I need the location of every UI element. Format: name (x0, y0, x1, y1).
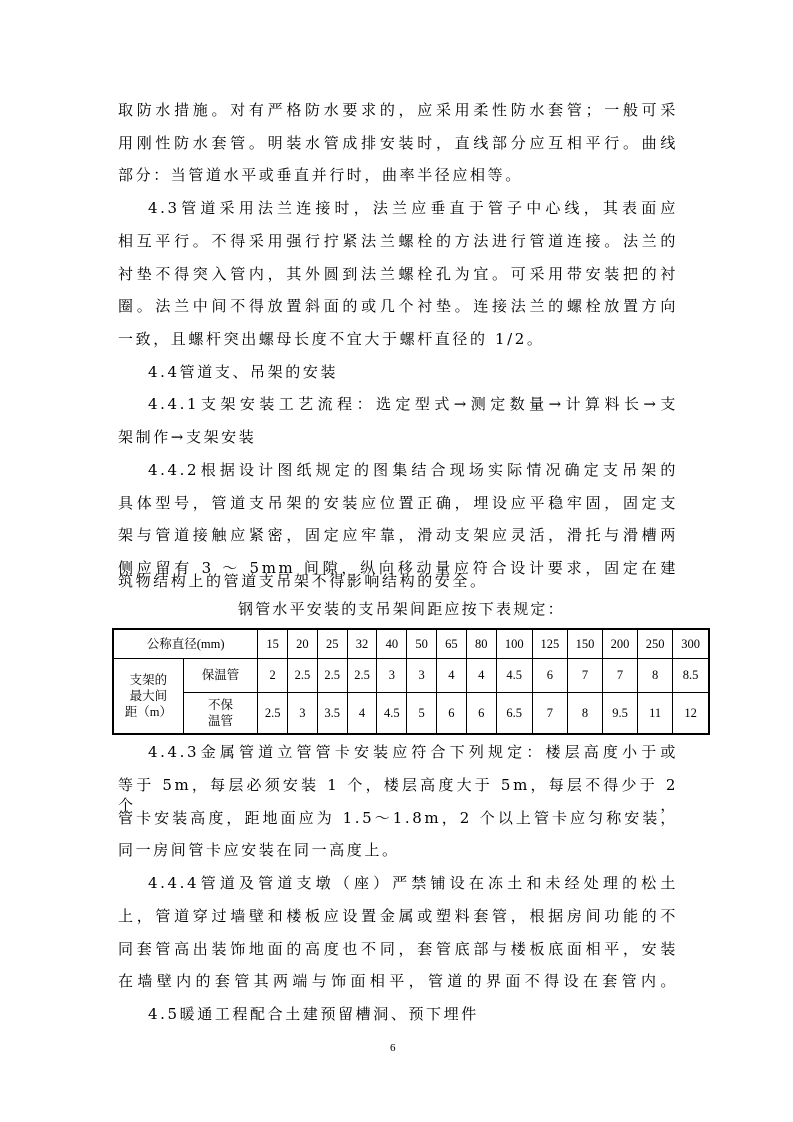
value-cell: 9.5 (603, 692, 638, 734)
value-cell: 4 (466, 658, 496, 692)
value-cell: 4 (437, 658, 467, 692)
value-cell: 8.5 (673, 658, 709, 692)
body-text-line: 架制作→支架安装 (118, 428, 257, 446)
body-text-line: 4.4.2根据设计图纸规定的图集结合现场实际情况确定支吊架的 (148, 461, 678, 479)
row-label-line: 温管 (207, 713, 233, 728)
body-text-line: 衬垫不得突入管内，其外圆到法兰螺栓孔为宜。可采用带安装把的衬 (118, 265, 678, 283)
section-heading: 4.5暖通工程配合土建预留槽洞、预下埋件 (148, 1005, 479, 1023)
body-text-line: 同套管高出装饰地面的高度也不同，套管底部与楼板底面相平，安装 (118, 940, 678, 958)
body-text-line: 4.4.4管道及管道支墩（座）严禁铺设在冻土和未经处理的松土 (148, 874, 678, 892)
row-label-line: 不保 (207, 697, 233, 712)
body-text-line: 筑物结构上的管道支吊架不得影响结构的安全。 (118, 572, 488, 590)
body-text-line: 取防水措施。对有严格防水要求的，应采用柔性防水套管；一般可采 (118, 101, 678, 119)
diameter-cell: 32 (347, 629, 377, 658)
value-cell: 6 (466, 692, 496, 734)
body-text-line: 用刚性防水套管。明装水管成排安装时，直线部分应互相平行。曲线 (118, 134, 678, 152)
value-cell: 5 (407, 692, 437, 734)
value-cell: 4 (347, 692, 377, 734)
value-cell: 2.5 (347, 658, 377, 692)
body-text-line: 部分：当管道水平或垂直并行时，曲率半径应相等。 (118, 166, 523, 184)
diameter-cell: 250 (638, 629, 673, 658)
value-cell: 7 (532, 692, 567, 734)
value-cell: 12 (673, 692, 709, 734)
diameter-cell: 50 (407, 629, 437, 658)
body-text-line: 在墙壁内的套管其两端与饰面相平，管道的界面不得设在套管内。 (118, 972, 678, 990)
value-cell: 3.5 (317, 692, 347, 734)
body-text-line: 管卡安装高度，距地面应为 1.5～1.8m，2 个以上管卡应匀称安装， (118, 809, 678, 827)
value-cell: 11 (638, 692, 673, 734)
body-text-line: 同一房间管卡应安装在同一高度上。 (118, 841, 400, 859)
table-header-row (113, 629, 709, 658)
diameter-cell: 80 (466, 629, 496, 658)
diameter-cell: 100 (496, 629, 532, 658)
table-row-insulated (113, 658, 709, 692)
value-cell: 8 (638, 658, 673, 692)
body-text-line: 圈。法兰中间不得放置斜面的或几个衬垫。连接法兰的螺栓放置方向 (118, 297, 678, 315)
diameter-cell: 40 (377, 629, 407, 658)
value-cell: 2.5 (258, 692, 288, 734)
body-text-line: 架与管道接触应紧密，固定应牢靠，滑动支架应灵活，滑托与滑槽两 (118, 526, 678, 544)
value-cell: 8 (567, 692, 602, 734)
value-cell: 6 (532, 658, 567, 692)
diameter-cell: 20 (288, 629, 318, 658)
body-text-line: 4.3管道采用法兰连接时，法兰应垂直于管子中心线，其表面应 (148, 199, 678, 217)
table-caption: 钢管水平安装的支吊架间距应按下表规定： (238, 600, 565, 618)
value-cell: 3 (407, 658, 437, 692)
body-text-line: 4.4.1支架安装工艺流程：选定型式→测定数量→计算料长→支 (148, 395, 678, 413)
value-cell: 4.5 (496, 658, 532, 692)
diameter-cell: 15 (258, 629, 288, 658)
diameter-cell: 300 (673, 629, 709, 658)
body-text-line: 等于 5m，每层必须安装 1 个，楼层高度大于 5m，每层不得少于 2 个， (118, 776, 678, 814)
value-cell: 3 (288, 692, 318, 734)
diameter-cell: 200 (603, 629, 638, 658)
header-label: 公称直径(mm) (113, 629, 258, 658)
value-cell: 7 (603, 658, 638, 692)
table-row-uninsulated (113, 692, 709, 734)
group-label-line: 最大间 (129, 688, 168, 703)
group-label-line: 支架的 (129, 672, 168, 687)
value-cell: 2 (258, 658, 288, 692)
group-label (113, 658, 183, 734)
value-cell: 3 (377, 658, 407, 692)
value-cell: 6.5 (496, 692, 532, 734)
diameter-cell: 150 (567, 629, 602, 658)
value-cell: 2.5 (288, 658, 318, 692)
value-cell: 2.5 (317, 658, 347, 692)
support-spacing-table (112, 628, 710, 735)
section-heading: 4.4管道支、吊架的安装 (148, 363, 339, 381)
group-label-line: 距（m） (124, 704, 172, 719)
page-number: 6 (390, 1042, 396, 1054)
row-label: 保温管 (183, 658, 258, 692)
diameter-cell: 125 (532, 629, 567, 658)
body-text-line: 上，管道穿过墙壁和楼板应设置金属或塑料套管，根据房间功能的不 (118, 907, 678, 925)
value-cell: 6 (437, 692, 467, 734)
body-text-line: 一致，且螺杆突出螺母长度不宜大于螺杆直径的 1/2。 (118, 330, 545, 348)
value-cell: 4.5 (377, 692, 407, 734)
diameter-cell: 25 (317, 629, 347, 658)
value-cell: 7 (567, 658, 602, 692)
body-text-line: 相互平行。不得采用强行拧紧法兰螺栓的方法进行管道连接。法兰的 (118, 232, 678, 250)
body-text-line: 具体型号，管道支吊架的安装应位置正确，埋设应平稳牢固，固定支 (118, 494, 678, 512)
body-text-line: 侧应留有 3 ～ 5mm 间隙，纵向移动量应符合设计要求，固定在建 (118, 559, 678, 577)
diameter-cell: 65 (437, 629, 467, 658)
body-text-line: 4.4.3金属管道立管管卡安装应符合下列规定：楼层高度小于或 (148, 743, 678, 761)
row-label (183, 692, 258, 734)
